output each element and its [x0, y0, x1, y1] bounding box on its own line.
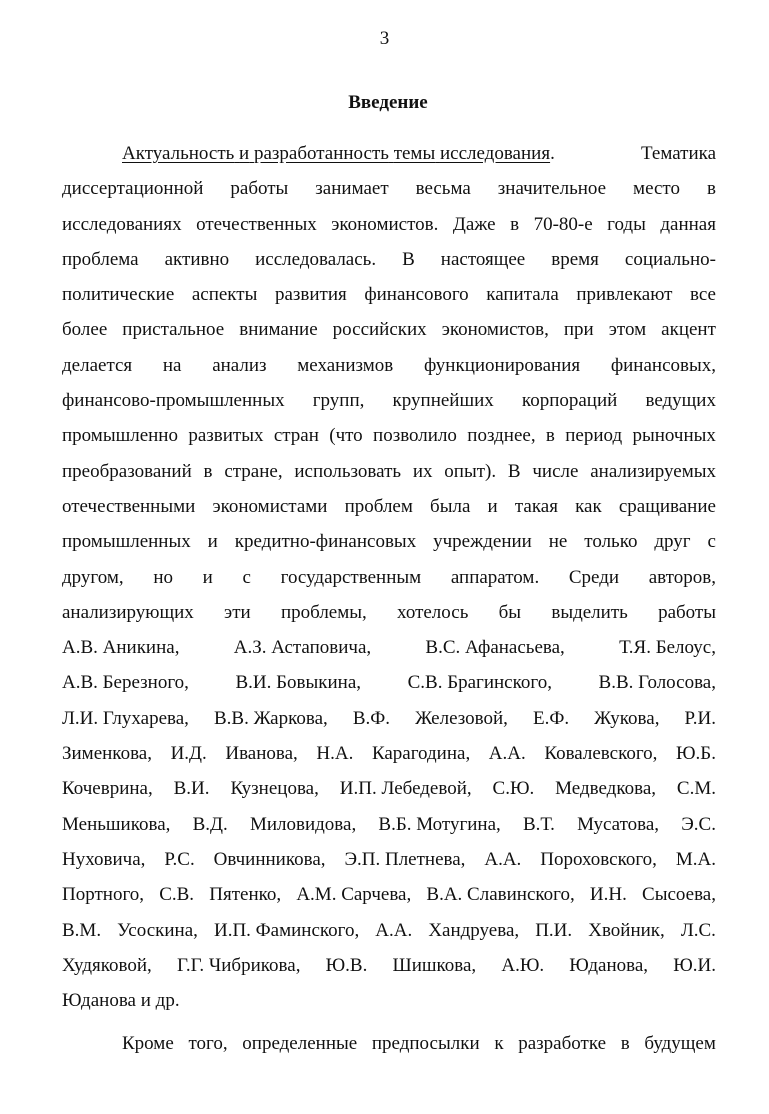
word: на [162, 354, 182, 376]
word: но [153, 566, 173, 588]
text-line [62, 454, 716, 489]
word: отечественными [62, 495, 196, 517]
word: работы [658, 601, 716, 623]
text-line [62, 524, 716, 559]
word: финансового [364, 284, 469, 306]
text-line [62, 560, 716, 595]
author-name: Жукова, [594, 707, 660, 729]
text-line [62, 595, 716, 630]
word: значительное [497, 178, 607, 200]
word: исследованиях [62, 213, 182, 235]
section-heading: Введение [348, 92, 428, 113]
word: разработке [518, 1033, 607, 1055]
author-name: Карагодина, [371, 743, 471, 765]
author-name: С.М. [676, 778, 716, 800]
word: занимает [315, 178, 389, 200]
word: проблем [344, 495, 413, 517]
author-name: А.В. Березного, [62, 672, 189, 694]
author-name: С.Ю. [492, 778, 535, 800]
word: в [203, 460, 213, 482]
word: как [575, 495, 602, 517]
word: в [545, 425, 555, 447]
author-name: Кузнецова, [230, 778, 319, 800]
text-line [62, 771, 716, 806]
author-name: В.М. [62, 919, 102, 941]
word: эти [224, 601, 251, 623]
word: такая [514, 495, 558, 517]
author-name: А.М. Сарчева, [296, 884, 412, 906]
author-name: А.В. Аникина, [62, 637, 180, 659]
word: место [633, 178, 680, 200]
text-line [62, 948, 716, 983]
word: выделить [551, 601, 628, 623]
text-line [62, 136, 716, 171]
text-line [62, 983, 716, 1018]
word: не [548, 531, 568, 553]
author-name: И.Н. [589, 884, 627, 906]
word: в [620, 1033, 630, 1055]
author-name: Ю.Б. [676, 743, 716, 765]
author-name: М.А. [675, 848, 716, 870]
word: проблемы, [280, 601, 367, 623]
word: более [62, 319, 108, 341]
word: стран [273, 425, 319, 447]
author-name: Кочеврина, [62, 778, 153, 800]
word: В [402, 248, 415, 270]
author-name: Ковалевского, [544, 743, 658, 765]
word: политические [62, 284, 175, 306]
author-name: Миловидова, [249, 813, 357, 835]
word: (что [329, 425, 363, 447]
word: ведущих [645, 390, 716, 412]
author-name: Г.Г. Чибрикова, [176, 954, 301, 976]
word: развития [274, 284, 347, 306]
author-name: В.Д. [192, 813, 228, 835]
text-line [62, 207, 716, 242]
author-name: А.З. Астаповича, [233, 637, 372, 659]
word: финансово-промышленных [62, 390, 285, 412]
topic-phrase-word: разработанность [253, 143, 389, 164]
word: привлекают [576, 284, 673, 306]
word: при [563, 319, 594, 341]
word: активно [164, 248, 230, 270]
period: . [550, 143, 555, 164]
text-line [62, 736, 716, 771]
author-name: А.А. [484, 848, 522, 870]
text-line [62, 242, 716, 277]
word: определенные [242, 1033, 358, 1055]
word: Кроме [122, 1033, 174, 1055]
word: экономистов. [331, 213, 439, 235]
word: опыт). [444, 460, 497, 482]
word: финансовых, [610, 354, 716, 376]
word: развитых [188, 425, 264, 447]
author-name: С.В. [159, 884, 195, 906]
word: позднее, [467, 425, 536, 447]
author-name: В.И. Бовыкина, [235, 672, 362, 694]
word: рыночных [632, 425, 716, 447]
author-name: Е.Ф. [532, 707, 570, 729]
word: анализируемых [590, 460, 716, 482]
author-name: Хвойник, [588, 919, 665, 941]
word: того, [188, 1033, 228, 1055]
word: с [242, 566, 251, 588]
word: и [487, 495, 498, 517]
word: их [412, 460, 433, 482]
word: стране, [224, 460, 283, 482]
author-name: В.Б. Мотугина, [378, 813, 501, 835]
word: делается [62, 354, 133, 376]
author-name: Хандруева, [428, 919, 520, 941]
word: аппаратом. [450, 566, 540, 588]
author-name: Железовой, [415, 707, 508, 729]
word: анализ [212, 354, 267, 376]
author-name: В.И. [173, 778, 210, 800]
author-name: П.И. [535, 919, 573, 941]
word: использовать [294, 460, 402, 482]
word: предпосылки [371, 1033, 480, 1055]
word: годы [607, 213, 646, 235]
word: социально- [624, 248, 716, 270]
author-name: А.Ю. [501, 954, 545, 976]
author-name: Т.Я. Белоус, [619, 637, 716, 659]
word: и [207, 531, 218, 553]
text-line [62, 312, 716, 347]
author-name: Зименкова, [62, 743, 152, 765]
author-name: В.С. Афанасьева, [425, 637, 565, 659]
word: преобразований [62, 460, 192, 482]
word: экономистами [212, 495, 328, 517]
word: хотелось [397, 601, 469, 623]
word: Тематика [641, 143, 716, 164]
author-name: Ю.В. [325, 954, 368, 976]
word: пристальное [122, 319, 225, 341]
author-name: Р.И. [684, 707, 716, 729]
word: все [690, 284, 716, 306]
author-name: Юданова и др. [62, 990, 180, 1012]
word: время [551, 248, 599, 270]
author-name: Э.С. [681, 813, 716, 835]
author-name: Пороховского, [540, 848, 657, 870]
word: диссертационной [62, 178, 204, 200]
word: числе [532, 460, 579, 482]
body-text [62, 136, 716, 1062]
word: механизмов [297, 354, 394, 376]
author-name: Медведкова, [555, 778, 657, 800]
word: в [510, 213, 520, 235]
word: В [507, 460, 521, 482]
topic-phrase-word: темы [393, 143, 436, 164]
word: данная [660, 213, 716, 235]
word: бы [498, 601, 522, 623]
word: проблема [62, 248, 139, 270]
word: исследовалась. [255, 248, 377, 270]
author-name: Э.П. Плетнева, [344, 848, 466, 870]
topic-phrase-word: исследования [439, 143, 551, 164]
author-name: Р.С. [164, 848, 195, 870]
word: позволило [373, 425, 457, 447]
author-name: И.П. Лебедевой, [339, 778, 472, 800]
word: экономистов, [441, 319, 549, 341]
author-name: Шишкова, [392, 954, 477, 976]
word: корпораций [521, 390, 618, 412]
text-line [62, 1026, 716, 1061]
word: и [202, 566, 213, 588]
word: 70-80-е [533, 213, 593, 235]
author-name: Ю.И. [673, 954, 716, 976]
word: отечественных [196, 213, 317, 235]
spacer [555, 136, 641, 171]
text-line [62, 489, 716, 524]
word: промышленных [62, 531, 191, 553]
word: крупнейших [392, 390, 494, 412]
author-name: Л.И. Глухарева, [62, 707, 189, 729]
word: государственным [280, 566, 422, 588]
text-line [62, 913, 716, 948]
author-name: В.Т. [522, 813, 555, 835]
word: будущем [644, 1033, 716, 1055]
author-name: И.Д. [170, 743, 207, 765]
word: Даже [452, 213, 496, 235]
word: внимание [239, 319, 318, 341]
author-name: А.А. [488, 743, 526, 765]
word: промышленно [62, 425, 178, 447]
text-line [62, 877, 716, 912]
text-line [62, 701, 716, 736]
author-name: И.П. Фаминского, [213, 919, 360, 941]
page-number: 3 [379, 28, 390, 49]
word: весьма [415, 178, 471, 200]
text-line [62, 807, 716, 842]
text-line [62, 842, 716, 877]
word: в [706, 178, 716, 200]
author-name: Худяковой, [62, 954, 152, 976]
word: только [584, 531, 638, 553]
author-name: Меньшикова, [62, 813, 171, 835]
word: период [565, 425, 623, 447]
word: групп, [312, 390, 365, 412]
author-name: А.А. [375, 919, 413, 941]
word: другом, [62, 566, 124, 588]
word: кредитно-финансовых [234, 531, 417, 553]
text-line [62, 418, 716, 453]
topic-phrase-word: Актуальность [122, 143, 235, 164]
author-name: В.В. Жаркова, [214, 707, 328, 729]
text-line [62, 630, 716, 665]
text-line [62, 383, 716, 418]
word: капитала [486, 284, 559, 306]
author-name: Портного, [62, 884, 145, 906]
word: сращивание [618, 495, 716, 517]
author-name: Мусатова, [577, 813, 660, 835]
word: анализирующих [62, 601, 194, 623]
text-line [62, 665, 716, 700]
author-name: Сысоева, [642, 884, 716, 906]
author-name: Юданова, [569, 954, 649, 976]
author-name: Пятенко, [209, 884, 282, 906]
word: с [707, 531, 716, 553]
word: аспекты [191, 284, 258, 306]
word: была [430, 495, 471, 517]
text-line [62, 277, 716, 312]
author-name: В.А. Славинского, [426, 884, 575, 906]
author-name: В.Ф. [352, 707, 391, 729]
author-name: Н.А. [316, 743, 354, 765]
text-line [62, 171, 716, 206]
author-name: В.В. Голосова, [598, 672, 716, 694]
word: акцент [661, 319, 716, 341]
word: к [494, 1033, 504, 1055]
author-name: Л.С. [680, 919, 716, 941]
word: этом [608, 319, 647, 341]
word: друг [654, 531, 691, 553]
author-name: Нуховича, [62, 848, 146, 870]
word: российских [332, 319, 427, 341]
word: учреждении [433, 531, 532, 553]
word: функционирования [423, 354, 581, 376]
word: работы [230, 178, 289, 200]
author-name: Овчинникова, [213, 848, 326, 870]
text-line [62, 348, 716, 383]
author-name: С.В. Брагинского, [407, 672, 552, 694]
word: Среди [568, 566, 620, 588]
word: авторов, [648, 566, 716, 588]
author-name: Иванова, [225, 743, 298, 765]
author-name: Усоскина, [117, 919, 198, 941]
topic-phrase-word: и [239, 143, 250, 164]
word: настоящее [440, 248, 526, 270]
